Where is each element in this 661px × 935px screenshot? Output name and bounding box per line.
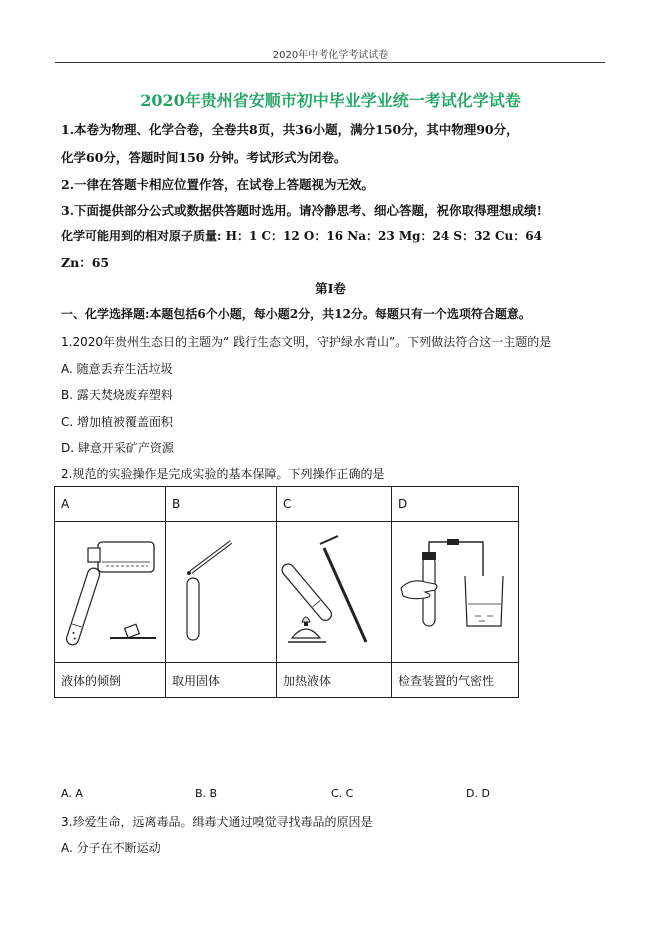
q2-header-a: A [55,487,166,522]
q2-caption-c: 加热液体 [277,663,392,698]
q1-option-a: A. 随意丢弃生活垃圾 [61,362,173,376]
q2-header-d: D [392,487,519,522]
taking-solid-illustration [169,526,273,656]
heating-liquid-illustration [280,526,388,656]
pouring-liquid-illustration [58,526,162,656]
q2-figure-a [55,522,166,663]
section-title: 第I卷 [315,281,346,296]
instruction-1: 1.本卷为物理、化学合卷，全卷共8页，共36小题，满分150分，其中物理90分， [61,122,519,137]
q2-caption-a: 液体的倾倒 [55,663,166,698]
q2-answer-d: D. D [466,787,490,800]
q3-stem: 3.珍爱生命，远离毒品。缉毒犬通过嗅觉寻找毒品的原因是 [61,815,373,829]
q1-stem: 1.2020年贵州生态日的主题为“ 践行生态文明，守护绿水青山”。下列做法符合这一主题的是 [61,335,552,349]
q2-figure-c [277,522,392,663]
instruction-3: 3.下面提供部分公式或数据供答题时选用。请冷静思考、细心答题，祝你取得理想成绩! [61,203,543,218]
q1-option-c: C. 增加植被覆盖面积 [61,415,174,429]
header-rule [55,62,605,63]
q2-figure-b [166,522,277,663]
q2-caption-d: 检查装置的气密性 [392,663,519,698]
q2-header-c: C [277,487,392,522]
atomic-masses-cont: Zn：65 [61,255,110,270]
exam-title: 2020年贵州省安顺市初中毕业学业统一考试化学试卷 [140,91,521,110]
q2-answer-c: C. C [331,787,354,800]
part-title: 一、化学选择题:本题包括6个小题，每小题2分，共12分。每题只有一个选项符合题意。 [61,307,531,321]
q2-operations-table [54,486,519,698]
airtightness-check-illustration [395,526,515,656]
q2-stem: 2.规范的实验操作是完成实验的基本保障。下列操作正确的是 [61,467,385,481]
q2-answer-b: B. B [195,787,218,800]
atomic-masses: 化学可能用到的相对原子质量: H：1 C：12 O：16 Na：23 Mg：24 S：32 Cu：64 [61,229,542,243]
q2-header-b: B [166,487,277,522]
q1-option-b: B. 露天焚烧废弃塑料 [61,388,173,402]
q2-figure-d [392,522,519,663]
instruction-1-cont: 化学60分，答题时间150 分钟。考试形式为闭卷。 [61,150,347,165]
q2-caption-b: 取用固体 [166,663,277,698]
q2-answer-a: A. A [61,787,83,800]
q3-option-a: A. 分子在不断运动 [61,841,161,855]
page-header: 2020年中考化学考试试卷 [272,50,389,61]
instruction-2: 2.一律在答题卡相应位置作答，在试卷上答题视为无效。 [61,177,375,192]
q1-option-d: D. 肆意开采矿产资源 [61,441,174,455]
